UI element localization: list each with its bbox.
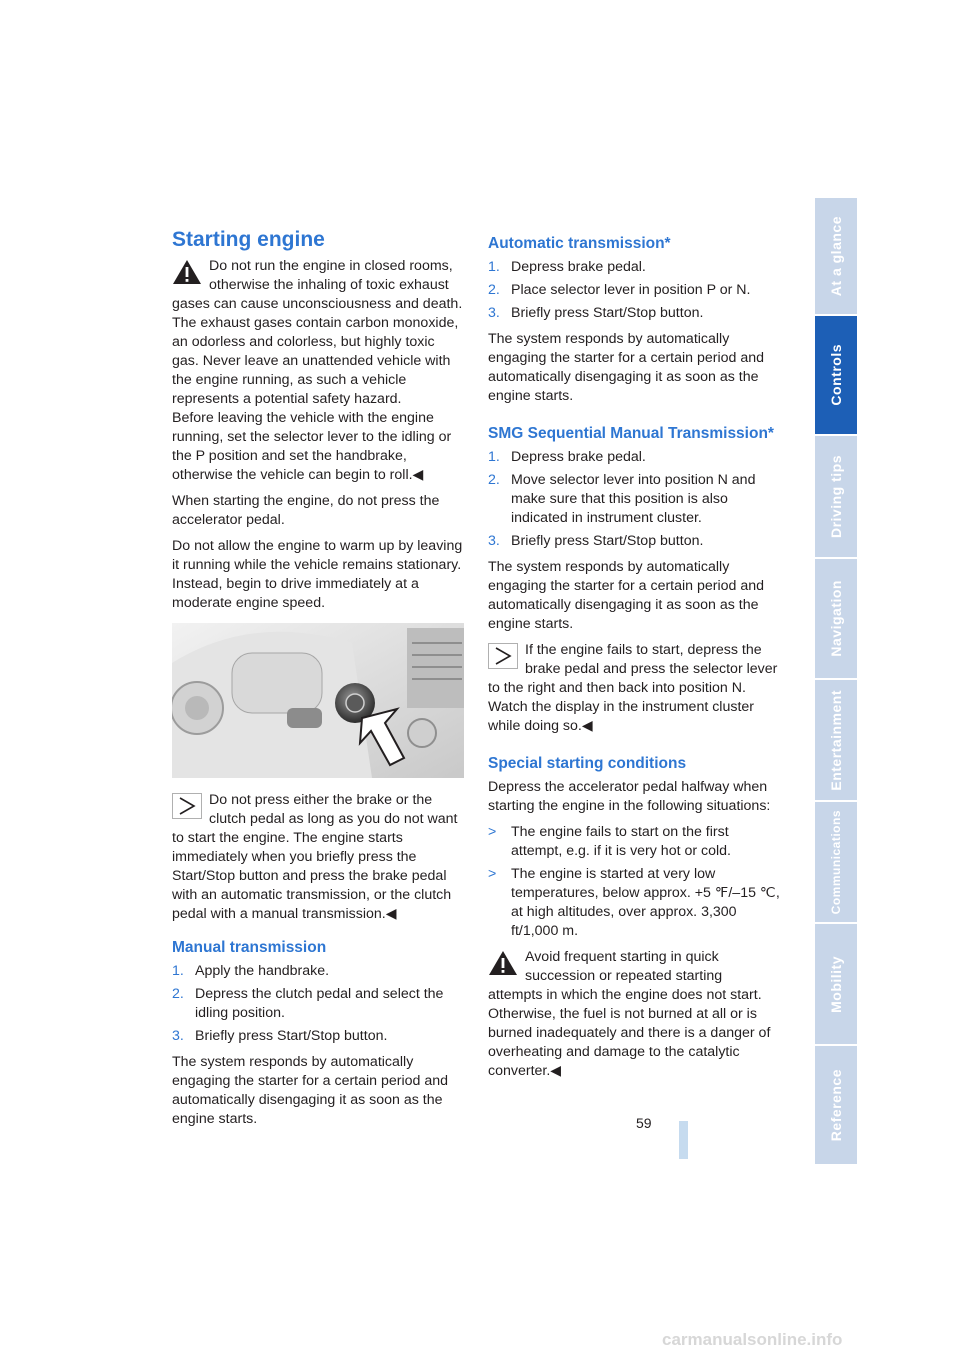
- paragraph: Do not allow the engine to warm up by leaving it running while the vehicle remains stationary. Instead, begin to drive immediately at a moderate engine speed.: [172, 538, 463, 611]
- warning-note: [172, 257, 464, 485]
- automatic-steps: [488, 258, 780, 323]
- tab-entertainment[interactable]: Entertainment: [815, 680, 857, 800]
- page-marker-bar: [679, 1121, 688, 1159]
- list-item: 2. Move selector lever into position N and make sure that this position is also indicated in instrument cluster.: [488, 472, 756, 526]
- list-item: 2. Depress the clutch pedal and select the idling position.: [172, 986, 444, 1021]
- list-item: 3. Briefly press Start/Stop button.: [172, 1028, 388, 1044]
- warning-triangle-icon: [488, 950, 518, 976]
- note-text: Do not press either the brake or the clutch pedal as long as you do not want to start the engine. The engine starts immediately when you briefly press the Start/Stop button and press the brake pedal with an automatic transmission, or the clutch pedal with a manual transmission.◀: [172, 792, 458, 922]
- warning-text: Avoid frequent starting in quick succession or repeated starting attempts in which the engine does not start. Otherwise, the fuel is not burned at all or is burned inadequately and there is a danger of overheating and damage to the catalytic converter.◀: [488, 949, 771, 1079]
- tab-driving-tips[interactable]: Driving tips: [815, 436, 857, 557]
- tab-controls[interactable]: Controls: [815, 316, 857, 434]
- paragraph: The system responds by automatically engaging the starter for a certain period and automatically disengaging it as soon as the engine starts.: [172, 1054, 449, 1127]
- list-item: 3. Briefly press Start/Stop button.: [488, 533, 704, 549]
- paragraph: Depress the accelerator pedal halfway when starting the engine in the following situations:: [488, 779, 771, 814]
- page-number: 59: [636, 1115, 652, 1131]
- list-item: 1. Depress brake pedal.: [488, 449, 646, 465]
- warning-triangle-icon: [172, 259, 202, 285]
- section-heading-special: Special starting conditions: [488, 755, 687, 772]
- special-conditions-list: [488, 823, 780, 941]
- section-heading-automatic: Automatic transmission*: [488, 235, 671, 252]
- manual-steps: [172, 962, 464, 1046]
- tab-communications[interactable]: Communications: [815, 802, 857, 922]
- start-stop-button-photo: [172, 623, 464, 778]
- list-item: > The engine is started at very low temperatures, below approx. +5 ℉/–15 ℃, at high altitudes, over approx. 3,300 ft/1,000 m.: [488, 866, 780, 939]
- paragraph: The system responds by automatically engaging the starter for a certain period and automatically disengaging it as soon as the engine starts.: [488, 331, 765, 404]
- page-title: Starting engine: [172, 228, 325, 251]
- list-item: 1. Depress brake pedal.: [488, 259, 646, 275]
- list-item: 3. Briefly press Start/Stop button.: [488, 305, 704, 321]
- paragraph: The system responds by automatically engaging the starter for a certain period and automatically disengaging it as soon as the engine starts.: [488, 559, 765, 632]
- note-arrow-icon: [172, 793, 202, 819]
- warning-text-2: Before leaving the vehicle with the engine running, set the selector lever to the idling or the P position and set the handbrake, otherwise the vehicle can begin to roll.◀: [172, 410, 452, 483]
- info-note: [488, 641, 780, 736]
- section-heading-manual: Manual transmission: [172, 939, 327, 956]
- paragraph: When starting the engine, do not press the accelerator pedal.: [172, 493, 440, 528]
- warning-note: [488, 948, 780, 1081]
- warning-text: Do not run the engine in closed rooms, otherwise the inhaling of toxic exhaust gases can cause unconsciousness and death. The exhaust gases contain carbon monoxide, an odorless and colorless, but highly toxic gas. Never leave an unattended vehicle with the engine running, as such a vehicle represents a potential safety hazard.: [172, 258, 463, 407]
- list-item: 1. Apply the handbrake.: [172, 963, 330, 979]
- list-item: > The engine fails to start on the first attempt, e.g. if it is very hot or cold.: [488, 824, 731, 859]
- right-column: [488, 226, 780, 1088]
- tab-at-a-glance[interactable]: At a glance: [815, 198, 857, 314]
- info-note: [172, 791, 464, 924]
- footer-watermark: carmanualsonline.info: [662, 1330, 843, 1349]
- section-heading-smg: SMG Sequential Manual Transmission*: [488, 425, 774, 442]
- chapter-tabs: [815, 198, 857, 1166]
- note-text: If the engine fails to start, depress the brake pedal and press the selector lever to the right and then back into position N. Watch the display in the instrument cluster while doing so.◀: [488, 642, 778, 734]
- tab-reference[interactable]: Reference: [815, 1046, 857, 1164]
- note-arrow-icon: [488, 643, 518, 669]
- tab-navigation[interactable]: Navigation: [815, 559, 857, 678]
- tab-mobility[interactable]: Mobility: [815, 924, 857, 1044]
- smg-steps: [488, 448, 780, 551]
- left-column: [172, 226, 464, 1136]
- list-item: 2. Place selector lever in position P or N.: [488, 282, 751, 298]
